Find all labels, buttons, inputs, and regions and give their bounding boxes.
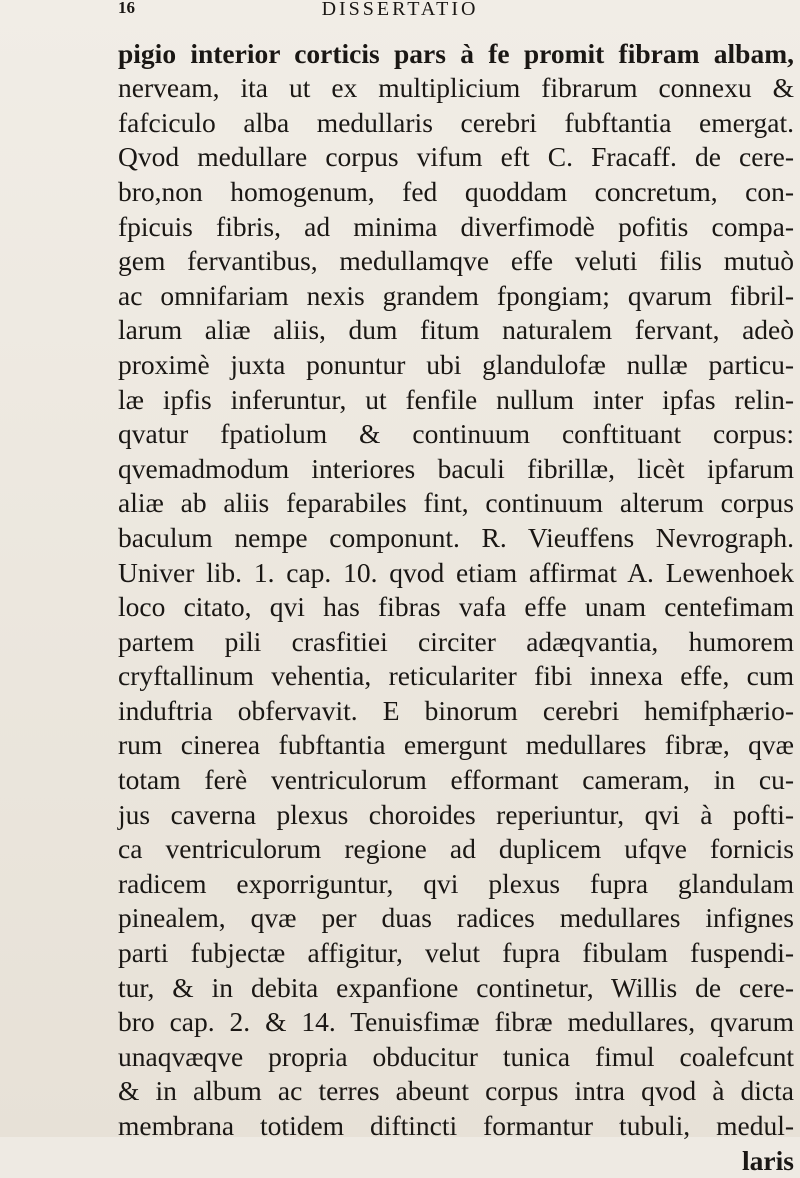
text-line: læ ipfis inferuntur, ut fenfile nullum inter ipfas relin- bbox=[118, 383, 794, 415]
text-line: qvemadmodum interiores baculi fibrillæ, licèt ipfarum bbox=[118, 452, 794, 484]
text-line: fafciculo alba medullaris cerebri fubftantia emergat. bbox=[118, 106, 794, 138]
text-line: nerveam, ita ut ex multiplicium fibrarum connexu & bbox=[118, 72, 794, 104]
text-line: radicem exporriguntur, qvi plexus fupra glandulam bbox=[118, 867, 794, 899]
text-line: bro cap. 2. & 14. Tenuisfimæ fibræ medullares, qvarum bbox=[118, 1006, 794, 1038]
text-line: totam ferè ventriculorum efformant cameram, in cu- bbox=[118, 764, 794, 796]
text-line: Univer lib. 1. cap. 10. qvod etiam affirmat A. Lewenhoek bbox=[118, 556, 794, 588]
text-line: membrana totidem diftincti formantur tubuli, medul- bbox=[118, 1110, 794, 1141]
text-line: parti fubjectæ affigitur, velut fupra fibulam fuspendi- bbox=[118, 937, 794, 969]
text-line: induftria obfervavit. E binorum cerebri hemifphærio- bbox=[118, 694, 794, 726]
text-line: ac omnifariam nexis grandem fpongiam; qvarum fibril- bbox=[118, 279, 794, 311]
text-line: fpicuis fibris, ad minima diverfimodè pofitis compa- bbox=[118, 210, 794, 242]
text-line: bro,non homogenum, fed quoddam concretum, con- bbox=[118, 175, 794, 207]
text-line: tur, & in debita expanfione continetur, Willis de cere- bbox=[118, 971, 794, 1003]
body-text bbox=[118, 2, 794, 1178]
text-line: proximè juxta ponuntur ubi glandulofæ nullæ particu- bbox=[118, 348, 794, 380]
text-line: qvatur fpatiolum & continuum conftituant corpus: bbox=[118, 418, 794, 450]
text-line: cryftallinum vehentia, reticulariter fibi innexa effe, cum bbox=[118, 660, 794, 692]
text-line: jus caverna plexus choroides reperiuntur, qvi à pofti- bbox=[118, 798, 794, 830]
text-line: Qvod medullare corpus vifum eft C. Fracaff. de cere- bbox=[118, 141, 794, 173]
text-line: pinealem, qvæ per duas radices medullares infignes bbox=[118, 902, 794, 934]
text-line: & in album ac terres abeunt corpus intra qvod à dicta bbox=[118, 1075, 794, 1107]
text-line: partem pili crasfitiei circiter adæqvantia, humorem bbox=[118, 625, 794, 657]
text-line: pigio interior corticis pars à fe promit fibram albam, bbox=[118, 37, 794, 69]
text-line: baculum nempe componunt. R. Vieuffens Nevrograph. bbox=[118, 521, 794, 553]
running-title: DISSERTATIO bbox=[321, 0, 479, 20]
text-line: loco citato, qvi has fibras vafa effe unam centefimam bbox=[118, 591, 794, 623]
page-number: 16 bbox=[118, 0, 135, 17]
text-line: rum cinerea fubftantia emergunt medullares fibræ, qvæ bbox=[118, 729, 794, 761]
catchword: laris bbox=[742, 1144, 794, 1176]
text-line: ca ventriculorum regione ad duplicem ufqve fornicis bbox=[118, 833, 794, 865]
text-line: larum aliæ aliis, dum fitum naturalem fervant, adeò bbox=[118, 314, 794, 346]
text-line: aliæ ab aliis feparabiles fint, continuum alterum corpus bbox=[118, 487, 794, 519]
text-line: unaqvæqve propria obducitur tunica fimul coalefcunt bbox=[118, 1040, 794, 1072]
text-line: gem fervantibus, medullamqve effe veluti filis mutuò bbox=[118, 245, 794, 277]
